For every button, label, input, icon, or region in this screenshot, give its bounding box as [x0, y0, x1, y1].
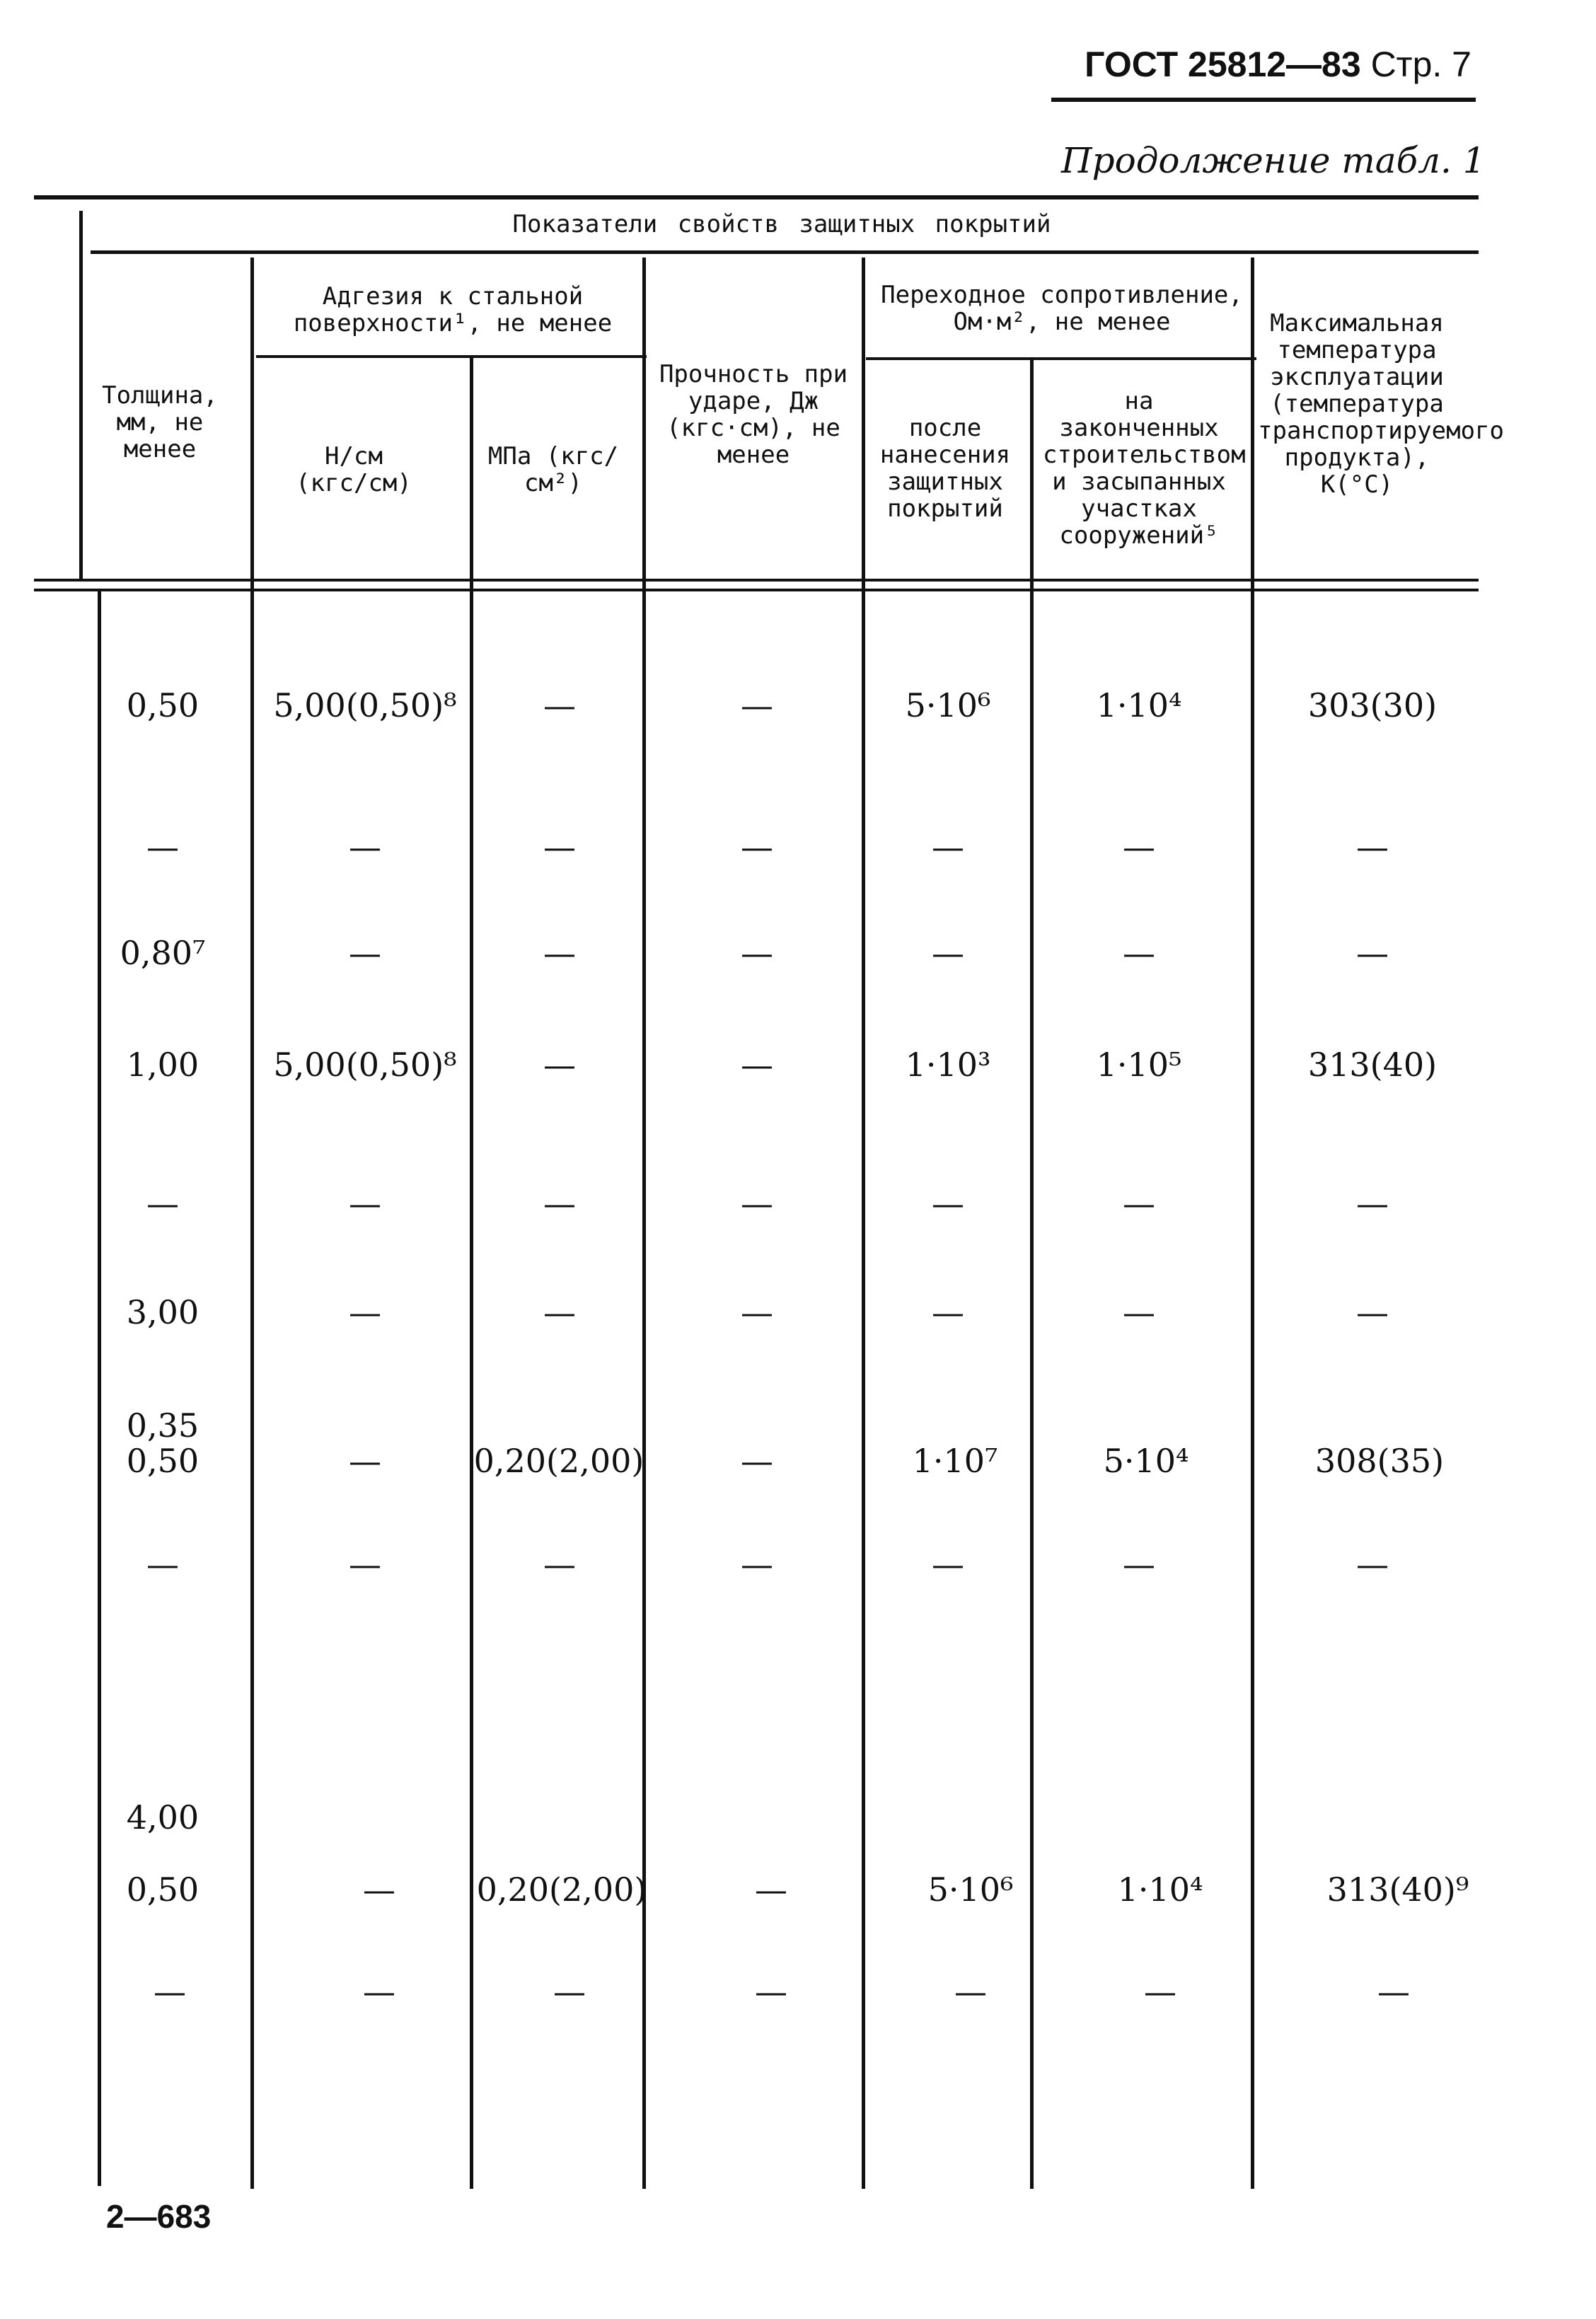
cell-impact: —: [755, 1972, 787, 2011]
cell-adhesion-ncm: —: [363, 1972, 395, 2011]
group-title-rule: [91, 250, 1479, 254]
header-max-temperature: Максимальная температура эксплуатации (температура транспортируемого продукта), К(°С): [1258, 309, 1504, 499]
cell-resistance-completed: 1·10⁴: [1096, 686, 1182, 724]
cell-impact: —: [755, 1870, 787, 1909]
cell-adhesion-ncm: —: [349, 1442, 381, 1480]
cell-thickness-upper: 4,00: [126, 1798, 200, 1837]
header-rule: [1051, 98, 1476, 102]
cell-adhesion-ncm: —: [363, 1870, 395, 1909]
cell-impact: —: [741, 1442, 773, 1480]
header-resistance-after: после нанесения защитных покрытий: [879, 414, 1011, 523]
cell-max-temperature: 308(35): [1314, 1442, 1445, 1480]
cell-adhesion-ncm: 5,00(0,50)⁸: [273, 686, 457, 724]
cell-resistance-after: —: [954, 1972, 987, 2011]
cell-impact: —: [741, 1293, 773, 1331]
cell-resistance-completed: 1·10⁵: [1096, 1046, 1182, 1084]
cell-impact: —: [741, 1184, 773, 1222]
cell-adhesion-ncm: —: [349, 1545, 381, 1583]
cell-adhesion-mpa: —: [543, 686, 576, 724]
cell-adhesion-mpa: —: [543, 1184, 576, 1222]
cell-thickness: 1,00: [126, 1046, 200, 1084]
cell-adhesion-mpa: —: [543, 1545, 576, 1583]
cell-thickness: 0,50: [126, 1442, 200, 1480]
cell-max-temperature: —: [1356, 1293, 1389, 1331]
header-thickness: Толщина, мм, не менее: [102, 381, 218, 463]
cell-resistance-after: —: [932, 1293, 964, 1331]
cell-max-temperature: 313(40)⁹: [1326, 1870, 1469, 1909]
cell-thickness: —: [146, 1184, 179, 1222]
cell-resistance-completed: —: [1123, 828, 1155, 866]
cell-resistance-after: —: [932, 1184, 964, 1222]
cell-thickness: —: [146, 1545, 179, 1583]
footer-signature: 2—683: [106, 2198, 212, 2235]
cell-thickness: 0,50: [126, 686, 200, 724]
cell-thickness: 3,00: [126, 1293, 200, 1331]
cell-adhesion-ncm: —: [349, 828, 381, 866]
cell-adhesion-mpa: 0,20(2,00): [476, 1870, 647, 1909]
cell-adhesion-ncm: —: [349, 934, 381, 972]
cell-adhesion-mpa: —: [543, 1293, 576, 1331]
cell-resistance-completed: 1·10⁴: [1117, 1870, 1203, 1909]
cell-resistance-after: —: [932, 1545, 964, 1583]
cell-adhesion-mpa: —: [543, 1046, 576, 1084]
header-resistance-completed: на законченных строительством и засыпанных участках сооружений⁵: [1043, 387, 1246, 550]
cell-max-temperature: —: [1356, 828, 1389, 866]
cell-adhesion-ncm: —: [349, 1293, 381, 1331]
cell-resistance-after: 1·10³: [905, 1046, 991, 1084]
cell-adhesion-mpa: —: [543, 828, 576, 866]
cell-resistance-after: —: [932, 828, 964, 866]
cell-max-temperature: 303(30): [1307, 686, 1438, 724]
header-group-title: Показатели свойств защитных покрытий: [512, 210, 1051, 238]
table-caption: Продолжение табл. 1: [1061, 140, 1486, 181]
cell-resistance-after: 5·10⁶: [927, 1870, 1014, 1909]
cell-resistance-completed: —: [1144, 1972, 1176, 2011]
cell-impact: —: [741, 1046, 773, 1084]
cell-max-temperature: —: [1356, 934, 1389, 972]
cell-resistance-completed: —: [1123, 1184, 1155, 1222]
cell-adhesion-mpa: —: [543, 934, 576, 972]
cell-impact: —: [741, 1545, 773, 1583]
cell-adhesion-mpa: 0,20(2,00): [473, 1442, 644, 1480]
page-number: Стр. 7: [1370, 45, 1471, 84]
cell-max-temperature: —: [1377, 1972, 1410, 2011]
table-top-rule: [34, 195, 1479, 199]
cell-resistance-completed: —: [1123, 1293, 1155, 1331]
cell-adhesion-ncm: 5,00(0,50)⁸: [273, 1046, 457, 1084]
adhesion-subrule: [256, 355, 647, 358]
cell-resistance-after: 5·10⁶: [905, 686, 991, 724]
cell-impact: —: [741, 934, 773, 972]
cell-thickness: —: [154, 1972, 186, 2011]
cell-resistance-after: —: [932, 934, 964, 972]
cell-resistance-after: 1·10⁷: [912, 1442, 998, 1480]
cell-max-temperature: —: [1356, 1545, 1389, 1583]
page-header: [1054, 44, 1471, 93]
column-line-1: [250, 258, 254, 2189]
header-adhesion-ncm: Н/см (кгс/см): [296, 442, 412, 497]
header-adhesion-mpa: МПа (кгс/см²): [487, 442, 619, 497]
column-line-5: [1030, 359, 1034, 2189]
cell-max-temperature: —: [1356, 1184, 1389, 1222]
cell-resistance-completed: —: [1123, 934, 1155, 972]
cell-thickness: 0,80⁷: [120, 934, 206, 972]
cell-adhesion-mpa: —: [553, 1972, 586, 2011]
cell-thickness: 0,50: [126, 1870, 200, 1909]
cell-thickness-upper: 0,35: [126, 1406, 200, 1445]
cell-thickness: —: [146, 828, 179, 866]
cell-resistance-completed: —: [1123, 1545, 1155, 1583]
standard-number: ГОСТ 25812—83: [1085, 45, 1361, 84]
resistance-subrule: [866, 357, 1256, 360]
header-adhesion: Адгезия к стальной поверхности¹, не менее: [293, 282, 613, 337]
cell-adhesion-ncm: —: [349, 1184, 381, 1222]
column-line-2: [470, 358, 473, 2189]
cell-impact: —: [741, 828, 773, 866]
header-impact: Прочность при ударе, Дж (кгс·см), не менее: [659, 360, 848, 469]
header-resistance: Переходное сопротивление, Ом·м², не менее: [881, 281, 1243, 336]
cell-resistance-completed: 5·10⁴: [1103, 1442, 1189, 1480]
cell-impact: —: [741, 686, 773, 724]
cell-max-temperature: 313(40): [1307, 1046, 1438, 1084]
